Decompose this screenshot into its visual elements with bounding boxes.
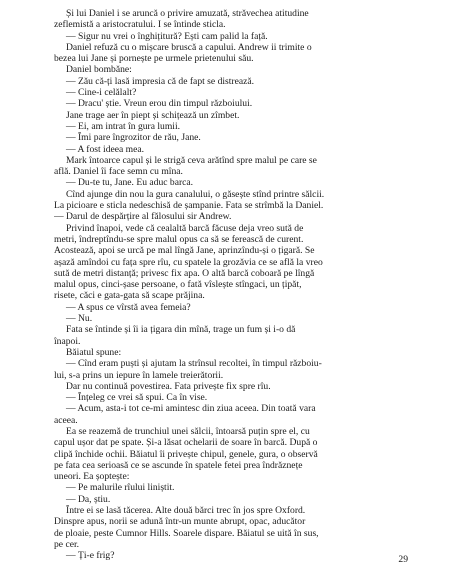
text-line: — Darul de despărțire al fălosului sir Andrew. <box>54 211 232 223</box>
text-line: — Da, știu. <box>66 493 111 505</box>
text-line: bezea lui Jane și pornește pe urmele prietenului său. <box>54 53 254 65</box>
text-line: — A spus ce vîrstă avea femeia? <box>66 301 191 313</box>
text-line: — Îmi pare îngrozitor de rău, Jane. <box>66 132 201 144</box>
text-line: Daniel bombăne: <box>66 64 132 76</box>
text-line: Băiatul spune: <box>66 346 122 358</box>
text-line: Mark întoarce capul și le strigă ceva arătînd spre malul pe care se <box>66 154 317 166</box>
text-line: Dar nu continuă povestirea. Fata privește fix spre rîu. <box>66 380 271 392</box>
text-line: — Înțeleg ce vrei să spui. Ca în vise. <box>66 392 208 404</box>
text-line: — Cine-i celălalt? <box>66 87 137 99</box>
text-line: Jane trage aer în piept și schițează un zîmbet. <box>66 109 240 121</box>
text-line: așază amîndoi cu fața spre rîu, cu spatele la grozăvia ce se află la vreo <box>54 256 323 268</box>
text-line: — Acum, asta-i tot ce-mi amintesc din ziua aceea. Din toată vara <box>66 403 316 415</box>
text-line: Acostează, apoi se urcă pe mal lîngă Jane, aprinzîndu-și o țigară. Se <box>54 245 315 257</box>
text-line: pe fata cea serioasă ce se ascunde în spatele fetei prea îndrăznețe <box>54 459 303 471</box>
text-line: — Du-te tu, Jane. Eu aduc barca. <box>66 177 194 189</box>
text-line: zeflemistă a aristocratului. I se întinde sticla. <box>54 19 226 31</box>
text-line: Între ei se lasă tăcerea. Alte două bărci trec în jos spre Oxford. <box>66 505 306 517</box>
text-line: Dinspre apus, norii se adună într-un munte abrupt, opac, aducător <box>54 516 306 528</box>
text-line: — Sigur nu vrei o înghițitură? Ești cam palid la față. <box>66 30 268 42</box>
text-line: pe cer. <box>54 538 80 550</box>
text-line: — Zău că-ți lasă impresia că de fapt se distrează. <box>66 75 255 87</box>
text-line: clipă închide ochii. Băiatul îi privește chipul, genele, gura, o observă <box>54 448 318 460</box>
text-line: de ploaie, peste Cumnor Hills. Soarele dispare. Băiatul se uită în sus, <box>54 527 319 539</box>
text-line: — Cînd eram puști și ajutam la strînsul recoltei, în timpul războiu- <box>66 358 322 370</box>
text-line: Ea se reazemă de trunchiul unei sălcii, întoarsă puțin spre el, cu <box>66 425 310 437</box>
text-line: lui, s-a prins un iepure în lamele treierătorii. <box>54 369 224 381</box>
text-line: — Pe malurile rîului liniștit. <box>66 482 175 494</box>
text-line: uneori. Ea șoptește: <box>54 471 130 483</box>
text-line: La picioare e sticla nedeschisă de șampanie. Fata se strîmbă la Daniel. <box>54 200 324 212</box>
text-line: capul ușor dat pe spate. Și-a lăsat ochelarii de soare în barcă. După o <box>54 437 318 449</box>
text-line: Și lui Daniel i se aruncă o privire amuzată, străvechea atitudine <box>66 8 309 19</box>
text-line: înapoi. <box>54 335 81 347</box>
text-line: — A fost ideea mea. <box>66 143 145 155</box>
text-line: — Ți-e frig? <box>66 550 115 562</box>
page-text <box>54 8 408 562</box>
text-line: Cînd ajunge din nou la gura canalului, o găsește stînd printre sălcii. <box>66 188 325 200</box>
text-line: află. Daniel îi face semn cu mîna. <box>54 166 183 178</box>
text-line: metri, îndreptîndu-se spre malul opus ca să se ferească de curent. <box>54 233 304 245</box>
text-line: — Nu. <box>66 313 93 325</box>
text-line: Privind înapoi, vede că cealaltă barcă făcuse deja vreo sută de <box>66 222 304 234</box>
text-line: sută de metri distanță; privesc fix apa. O altă barcă coboară pe lîngă <box>54 267 315 279</box>
text-line: Fata se întinde și îi ia țigara din mînă, trage un fum și i-o dă <box>66 324 296 336</box>
text-line: aceea. <box>54 414 78 426</box>
text-line: risete, căci e gata-gata să scape prăjina. <box>54 290 205 302</box>
text-line: malul opus, cinci-șase persoane, o fată vîslește stîngaci, un țipăt, <box>54 279 302 291</box>
text-line: — Dracu' știe. Vreun erou din timpul războiului. <box>66 98 253 110</box>
text-line: — Ei, am intrat în gura lumii. <box>66 120 181 132</box>
page-number: 29 <box>398 554 408 565</box>
text-line: Daniel refuză cu o mișcare bruscă a capului. Andrew ii trimite o <box>66 41 312 53</box>
